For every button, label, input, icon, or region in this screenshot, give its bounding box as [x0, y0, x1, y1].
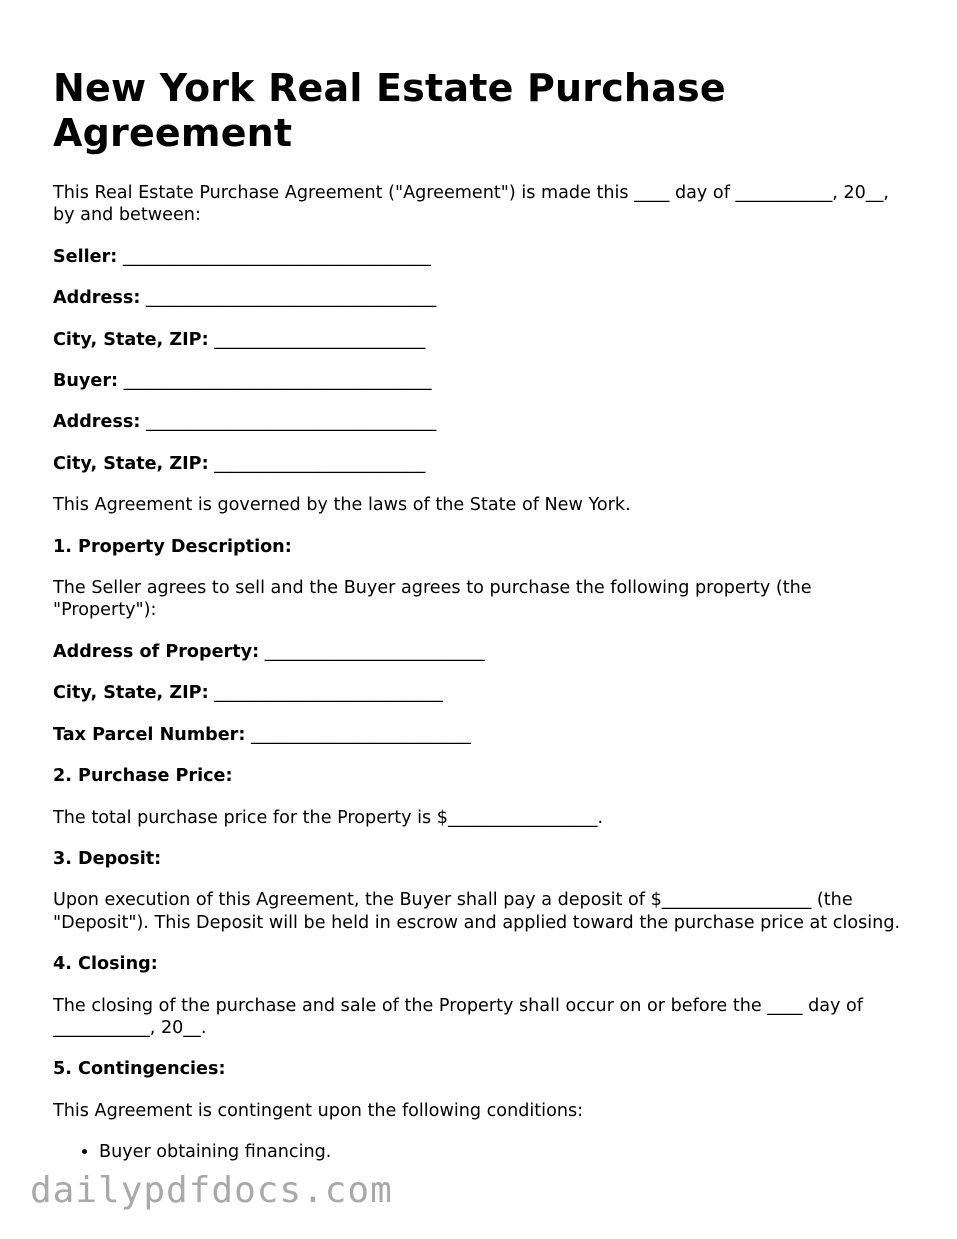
section-heading-deposit: 3. Deposit: [53, 848, 162, 869]
field-label: Buyer: [53, 371, 119, 392]
field-label: City, State, ZIP: [53, 683, 209, 704]
field-label: Seller: [53, 246, 118, 267]
field-blank: _________________________ [264, 641, 485, 662]
buyer-address-field [53, 411, 903, 433]
field-blank: ________________________ [214, 453, 426, 474]
closing-paragraph: The closing of the purchase and sale of the Property shall occur on or before the ____ day of ___________, 20__. [53, 995, 863, 1038]
section-heading-property: 1. Property Description: [53, 536, 292, 557]
seller-city-field [53, 329, 903, 351]
intro-paragraph: This Real Estate Purchase Agreement ("Agreement") is made this ____ day of ___________, 20__, by and between: [53, 183, 890, 226]
property-city-field [53, 682, 903, 704]
buyer-city-field [53, 453, 903, 475]
contingencies-paragraph: This Agreement is contingent upon the following conditions: [53, 1100, 584, 1121]
field-label: Tax Parcel Number: [53, 724, 246, 745]
field-label: City, State, ZIP: [53, 329, 209, 350]
section-heading-closing: 4. Closing: [53, 954, 158, 975]
field-label: Address of Property: [53, 641, 260, 662]
buyer-name-field [53, 370, 903, 392]
field-blank: _________________________________ [146, 412, 437, 433]
price-paragraph: The total purchase price for the Property is $_________________. [53, 807, 604, 828]
field-blank: __________________________ [214, 683, 443, 704]
field-blank: ___________________________________ [122, 246, 431, 267]
section-heading-contingencies: 5. Contingencies: [53, 1059, 226, 1080]
field-label: City, State, ZIP: [53, 453, 209, 474]
field-blank: ________________________ [214, 329, 426, 350]
document-title: New York Real Estate Purchase Agreement [53, 66, 726, 155]
field-label: Address: [53, 288, 141, 309]
watermark: dailypdfdocs.com [30, 1170, 393, 1211]
document-page [53, 66, 903, 1164]
field-blank: ___________________________________ [123, 371, 432, 392]
field-blank: _________________________________ [146, 288, 437, 309]
property-paragraph: The Seller agrees to sell and the Buyer agrees to purchase the following property (the "Property"): [53, 578, 812, 621]
contingencies-list [53, 1141, 903, 1163]
seller-name-field [53, 246, 903, 268]
property-address-field [53, 641, 903, 663]
governing-law-paragraph: This Agreement is governed by the laws of the State of New York. [53, 495, 631, 516]
seller-address-field [53, 287, 903, 309]
deposit-paragraph: Upon execution of this Agreement, the Buyer shall pay a deposit of $_________________ (the "Deposit"). This Deposit will be held in escrow and applied toward the purchase price at closing. [53, 890, 901, 933]
field-blank: _________________________ [250, 724, 471, 745]
tax-parcel-field [53, 724, 903, 746]
list-item: • Buyer obtaining financing. [99, 1141, 903, 1163]
section-heading-price: 2. Purchase Price: [53, 766, 233, 787]
field-label: Address: [53, 412, 141, 433]
